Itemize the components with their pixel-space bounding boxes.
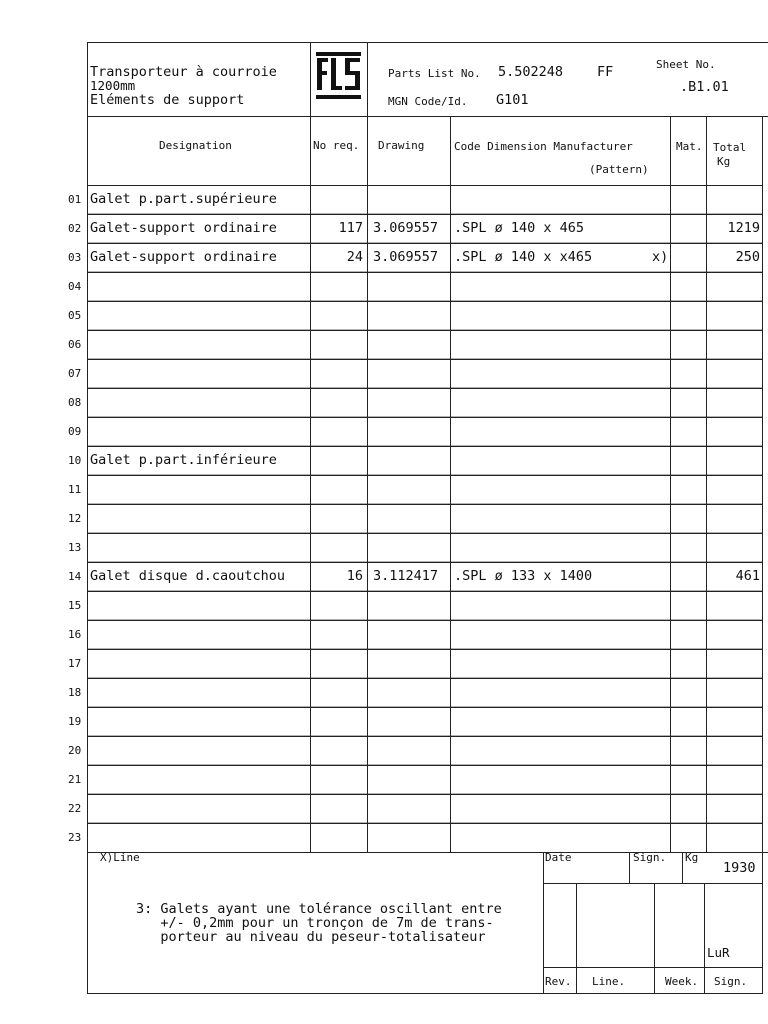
row-separator-line-2	[87, 532, 762, 533]
row-line-number: 15	[68, 599, 82, 612]
row-separator-line-2	[87, 329, 762, 330]
row-separator-line-2	[87, 677, 762, 678]
row-code-dimension: .SPL ø 133 x 1400	[454, 568, 593, 584]
row-separator-line	[87, 736, 762, 737]
doc-title-line-3: Eléments de support	[90, 92, 245, 108]
sig-block-left-line	[543, 852, 544, 994]
col-sep-drawing-code	[450, 117, 451, 853]
row-separator-line	[87, 620, 762, 621]
frame-bottom-line	[87, 993, 762, 994]
row-line-number: 08	[68, 396, 82, 409]
row-line-number: 13	[68, 541, 82, 554]
row-separator-line-2	[87, 242, 762, 243]
row-designation: Galet-support ordinaire	[90, 220, 277, 236]
row-drawing: 3.069557	[373, 220, 439, 236]
footer-note-line-3: porteur au niveau du peseur-totalisateur	[136, 929, 486, 945]
row-mark: x)	[652, 249, 669, 265]
row-line-number: 11	[68, 483, 82, 496]
parts-list-suffix: FF	[597, 64, 614, 80]
row-total-kg: 250	[735, 249, 760, 265]
sig-labels-top-line	[543, 967, 762, 968]
row-separator-line-2	[87, 648, 762, 649]
row-drawing: 3.112417	[373, 568, 439, 584]
sig-rev-line-sep	[576, 883, 577, 994]
frame-right-line	[762, 117, 763, 994]
row-separator-line-2	[87, 822, 762, 823]
row-designation: Galet disque d.caoutchou	[90, 568, 286, 584]
col-mat-header: Mat.	[676, 140, 703, 153]
row-line-number: 18	[68, 686, 82, 699]
logo-right-line	[367, 42, 368, 853]
row-separator-line	[87, 794, 762, 795]
row-separator-line-2	[87, 735, 762, 736]
row-designation: Galet p.part.inférieure	[90, 452, 277, 468]
row-separator-line-2	[87, 619, 762, 620]
row-separator-line	[87, 649, 762, 650]
row-no-req: 24	[346, 249, 363, 265]
row-line-number: 04	[68, 280, 82, 293]
row-no-req: 117	[338, 220, 363, 236]
row-separator-line	[87, 417, 762, 418]
row-line-number: 03	[68, 251, 82, 264]
row-line-number: 02	[68, 222, 82, 235]
doc-title-line-2: 1200mm	[90, 78, 136, 93]
row-line-number: 07	[68, 367, 82, 380]
row-line-number: 05	[68, 309, 82, 322]
xline-label: X)Line	[100, 851, 140, 864]
sign2-label: Sign.	[714, 975, 748, 988]
col-pattern-header: (Pattern)	[589, 163, 649, 176]
col-total-header: Total	[713, 141, 747, 154]
date-label: Date	[545, 851, 572, 864]
row-designation: Galet-support ordinaire	[90, 249, 277, 265]
row-line-number: 22	[68, 802, 82, 815]
row-separator-line-2	[87, 561, 762, 562]
row-separator-line-2	[87, 358, 762, 359]
parts-list-number: 5.502248	[498, 64, 564, 80]
row-separator-line-2	[87, 706, 762, 707]
row-separator-line	[87, 301, 762, 302]
row-separator-line-2	[87, 793, 762, 794]
row-line-number: 20	[68, 744, 82, 757]
mgn-code-value: G101	[496, 92, 529, 108]
line-label: Line.	[592, 975, 626, 988]
signature-initials: LuR	[707, 945, 730, 960]
kg-label: Kg	[685, 851, 699, 864]
row-separator-line-2	[87, 300, 762, 301]
row-line-number: 01	[68, 193, 82, 206]
row-line-number: 06	[68, 338, 82, 351]
row-separator-line	[87, 562, 762, 563]
header-bottom-line	[87, 116, 768, 117]
row-separator-line-2	[87, 213, 762, 214]
week-label: Week.	[665, 975, 699, 988]
row-line-number: 09	[68, 425, 82, 438]
sign-label: Sign.	[633, 851, 667, 864]
frame-top-line	[87, 42, 768, 43]
col-drawing-header: Drawing	[378, 139, 425, 152]
row-separator-line	[87, 504, 762, 505]
footer-note-line-1: 3: Galets ayant une tolérance oscillant entre	[136, 901, 502, 917]
row-separator-line	[87, 446, 762, 447]
row-separator-line	[87, 678, 762, 679]
row-separator-line	[87, 330, 762, 331]
row-line-number: 12	[68, 512, 82, 525]
col-sep-mat-total	[706, 117, 707, 853]
row-drawing: 3.069557	[373, 249, 439, 265]
row-separator-line	[87, 243, 762, 244]
col-code-dimension-header: Code Dimension Manufacturer	[454, 140, 633, 153]
row-separator-line-2	[87, 503, 762, 504]
col-sep-code-mat	[670, 117, 671, 853]
sig-sign-kg-sep	[682, 852, 683, 884]
row-line-number: 14	[68, 570, 82, 583]
row-separator-line-2	[87, 387, 762, 388]
parts-list-label: Parts List No.	[388, 67, 481, 80]
row-separator-line	[87, 707, 762, 708]
sig-week-sign-sep	[704, 883, 705, 994]
sheet-no-label: Sheet No.	[656, 58, 716, 71]
row-separator-line	[87, 388, 762, 389]
row-separator-line-2	[87, 474, 762, 475]
row-separator-line	[87, 533, 762, 534]
row-separator-line	[87, 765, 762, 766]
row-separator-line-2	[87, 445, 762, 446]
row-total-kg: 1219	[727, 220, 760, 236]
row-line-number: 21	[68, 773, 82, 786]
row-line-number: 23	[68, 831, 82, 844]
row-separator-line	[87, 475, 762, 476]
total-kg-value: 1930	[723, 860, 756, 876]
row-separator-line	[87, 591, 762, 592]
footer-note-line-2: +/- 0,2mm pour un tronçon de 7m de trans-	[136, 915, 494, 931]
sheet-no-value: .B1.01	[680, 79, 729, 95]
row-separator-line-2	[87, 271, 762, 272]
row-line-number: 19	[68, 715, 82, 728]
row-code-dimension: .SPL ø 140 x 465	[454, 220, 585, 236]
row-separator-line	[87, 823, 762, 824]
row-designation: Galet p.part.supérieure	[90, 191, 277, 207]
sig-line-week-sep	[654, 883, 655, 994]
mgn-code-label: MGN Code/Id.	[388, 95, 468, 108]
row-line-number: 10	[68, 454, 82, 467]
row-separator-line-2	[87, 416, 762, 417]
col-no-req-header: No req.	[313, 139, 360, 152]
row-separator-line-2	[87, 764, 762, 765]
row-separator-line	[87, 214, 762, 215]
row-separator-line	[87, 359, 762, 360]
col-kg-header: Kg	[717, 155, 731, 168]
row-line-number: 16	[68, 628, 82, 641]
row-separator-line-2	[87, 590, 762, 591]
fls-logo	[316, 52, 361, 99]
doc-title-line-1: Transporteur à courroie	[90, 64, 277, 80]
row-separator-line	[87, 272, 762, 273]
rev-label: Rev.	[545, 975, 572, 988]
logo-left-line	[310, 42, 311, 853]
row-no-req: 16	[346, 568, 363, 584]
row-total-kg: 461	[735, 568, 760, 584]
sig-date-sign-sep	[629, 852, 630, 884]
row-separator-line	[87, 185, 762, 186]
row-code-dimension: .SPL ø 140 x x465	[454, 249, 593, 265]
col-designation-header: Designation	[159, 139, 232, 152]
row-line-number: 17	[68, 657, 82, 670]
